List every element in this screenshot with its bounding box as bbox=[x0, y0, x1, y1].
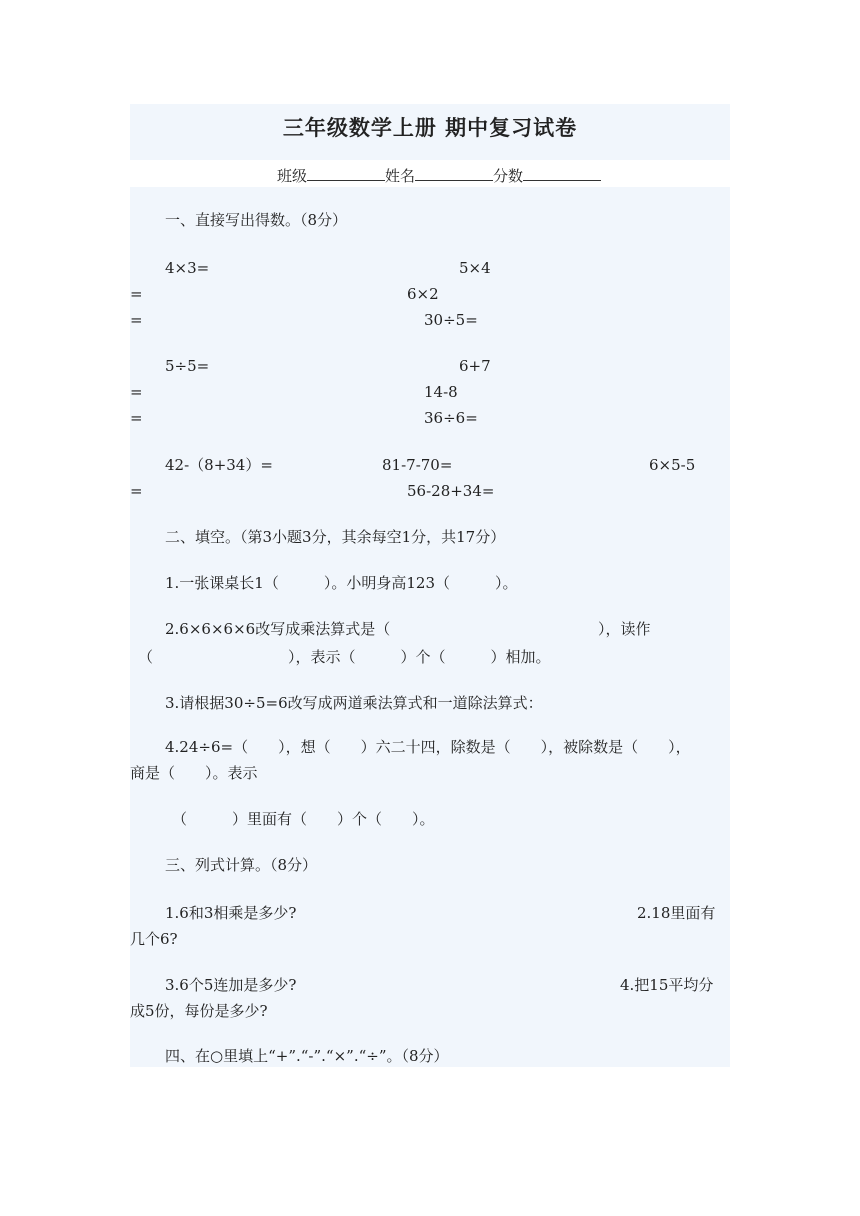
info-line bbox=[277, 164, 601, 186]
calc-item: 6×5-5 bbox=[649, 456, 696, 474]
question-2-3: 3.请根据30÷5=6改写成两道乘法算式和一道除法算式： bbox=[165, 694, 543, 712]
calc-item: = bbox=[130, 311, 143, 329]
section2-heading: 二、填空。（第3小题3分，其余每空1分，共17分） bbox=[165, 528, 506, 546]
class-label: 班级 bbox=[277, 167, 308, 185]
question-3-2-part1: 2.18里面有 bbox=[637, 904, 716, 922]
calc-item: = bbox=[130, 383, 143, 401]
calc-item: 30÷5= bbox=[424, 311, 478, 329]
section1-heading: 一、直接写出得数。（8分） bbox=[165, 211, 348, 229]
calc-item: = bbox=[130, 482, 143, 500]
question-3-1: 1.6和3相乘是多少? bbox=[165, 904, 297, 922]
calc-item: 14-8 bbox=[424, 383, 458, 401]
question-3-4-part1: 4.把15平均分 bbox=[620, 976, 714, 994]
calc-item: 42-（8+34）= bbox=[165, 456, 273, 474]
question-2-1: 1.一张课桌长1（ ）。小明身高123（ ）。 bbox=[165, 574, 518, 592]
section4-heading: 四、在○里填上“+”.“-”.“×”.“÷”。（8分） bbox=[165, 1047, 449, 1065]
question-2-2-line2: （ ），表示（ ）个（ ）相加。 bbox=[138, 648, 551, 666]
class-blank[interactable] bbox=[307, 164, 385, 181]
section3-heading: 三、列式计算。（8分） bbox=[165, 856, 318, 874]
calc-item: 6+7 bbox=[459, 357, 491, 375]
question-2-4-line2: 商是（ ）。表示 bbox=[130, 764, 258, 782]
calc-item: 5÷5= bbox=[165, 357, 210, 375]
question-3-4-part2: 成5份，每份是多少? bbox=[130, 1002, 268, 1020]
question-3-2-part2: 几个6? bbox=[130, 930, 178, 948]
calc-item: = bbox=[130, 409, 143, 427]
name-label: 姓名 bbox=[385, 167, 416, 185]
question-2-4-line3: （ ）里面有（ ）个（ ）。 bbox=[172, 810, 435, 828]
question-2-2-part2: ），读作 bbox=[598, 620, 651, 638]
calc-item: 56-28+34= bbox=[407, 482, 495, 500]
score-blank[interactable] bbox=[523, 164, 601, 181]
name-blank[interactable] bbox=[415, 164, 493, 181]
exam-title: 三年级数学上册 期中复习试卷 bbox=[282, 115, 578, 140]
score-label: 分数 bbox=[493, 167, 524, 185]
calc-item: 5×4 bbox=[459, 259, 491, 277]
question-2-4-line1: 4.24÷6=（ ），想（ ）六二十四，除数是（ ），被除数是（ ）， bbox=[165, 738, 691, 756]
calc-item: 36÷6= bbox=[424, 409, 478, 427]
calc-item: 4×3= bbox=[165, 259, 210, 277]
calc-item: 6×2 bbox=[407, 285, 439, 303]
question-2-2-part1: 2.6×6×6×6改写成乘法算式是（ bbox=[165, 620, 391, 638]
question-3-3: 3.6个5连加是多少? bbox=[165, 976, 297, 994]
calc-item: = bbox=[130, 285, 143, 303]
calc-item: 81-7-70= bbox=[382, 456, 453, 474]
